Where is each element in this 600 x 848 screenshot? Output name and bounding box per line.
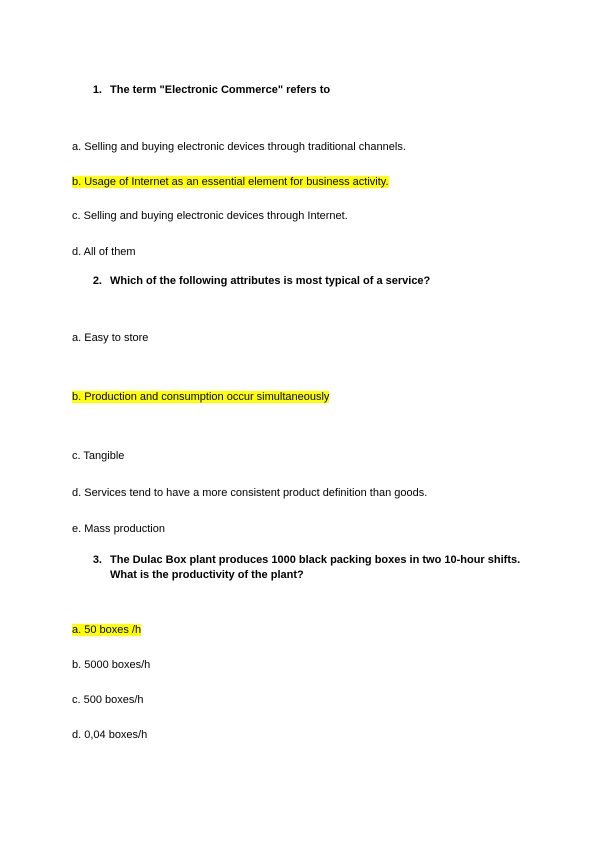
option-3b: b. 5000 boxes/h	[72, 659, 151, 671]
question-number: 2.	[92, 275, 102, 287]
question-1	[90, 83, 550, 98]
option-1b-highlighted: b. Usage of Internet as an essential element for business activity.	[72, 176, 389, 188]
question-2	[90, 274, 550, 289]
option-2d: d. Services tend to have a more consistent product definition than goods.	[72, 487, 428, 499]
question-3	[90, 553, 550, 583]
question-text: Which of the following attributes is most typical of a service?	[110, 275, 431, 287]
question-number: 3.	[92, 554, 102, 566]
option-3c: c. 500 boxes/h	[72, 694, 144, 706]
option-3a-highlighted: a. 50 boxes /h	[72, 624, 142, 636]
option-2c: c. Tangible	[72, 450, 125, 462]
option-2a: a. Easy to store	[72, 332, 149, 344]
option-2b-highlighted: b. Production and consumption occur simultaneously	[72, 391, 330, 403]
question-number: 1.	[92, 84, 102, 96]
option-2e: e. Mass production	[72, 523, 165, 535]
question-text: The Dulac Box plant produces 1000 black packing boxes in two 10-hour shifts. What is the productivity of the plant?	[110, 554, 521, 581]
option-3d: d. 0,04 boxes/h	[72, 729, 148, 741]
option-1d: d. All of them	[72, 246, 136, 258]
option-1a: a. Selling and buying electronic devices through traditional channels.	[72, 141, 406, 153]
question-text: The term "Electronic Commerce" refers to	[110, 84, 331, 96]
option-1c: c. Selling and buying electronic devices through Internet.	[72, 210, 348, 222]
